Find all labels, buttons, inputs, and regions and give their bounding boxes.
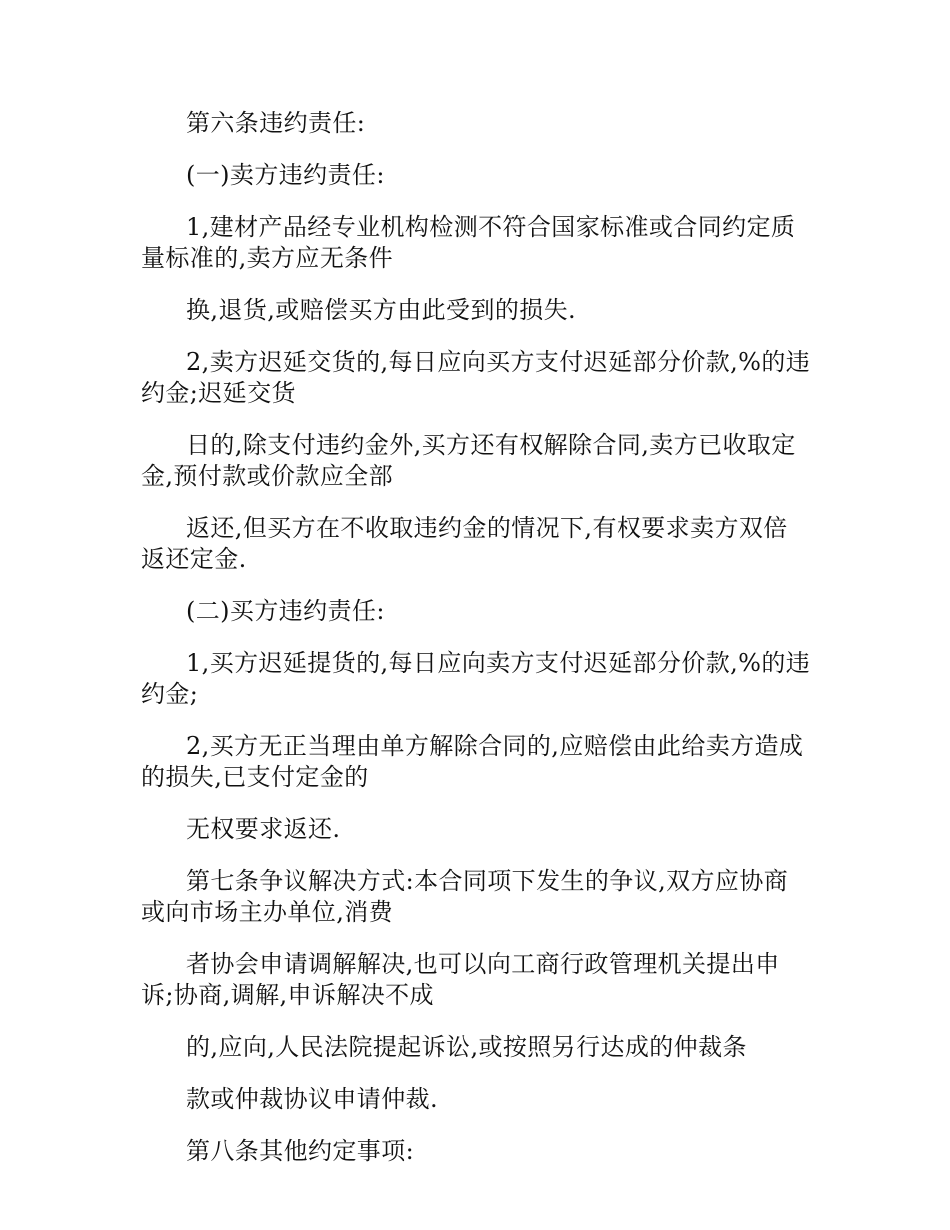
document-body bbox=[141, 108, 811, 1188]
article-8-heading: 第八条其他约定事项: bbox=[186, 1137, 415, 1165]
buyer-clause-2-continued: 无权要求返还. bbox=[186, 815, 341, 843]
article-6-heading: 第六条违约责任: bbox=[186, 109, 366, 137]
seller-liability-heading: (一)卖方违约责任: bbox=[186, 161, 385, 189]
seller-clause-1-continued: 换,退货,或赔偿买方由此受到的损失. bbox=[186, 296, 577, 324]
article-7: 第七条争议解决方式:本合同项下发生的争议,双方应协商或向市场主办单位,消费 bbox=[141, 867, 789, 926]
seller-clause-1: 1,建材产品经专业机构检测不符合国家标准或合同约定质量标准的,卖方应无条件 bbox=[141, 213, 796, 272]
seller-clause-2-end: 返还,但买方在不收取违约金的情况下,有权要求卖方双倍返还定金. bbox=[141, 514, 788, 573]
seller-clause-2-continued: 日的,除支付违约金外,买方还有权解除合同,卖方已收取定金,预付款或价款应全部 bbox=[141, 431, 796, 490]
seller-clause-2: 2,卖方迟延交货的,每日应向买方支付迟延部分价款,%的违约金;迟延交货 bbox=[141, 348, 811, 407]
buyer-clause-1: 1,买方迟延提货的,每日应向卖方支付迟延部分价款,%的违约金; bbox=[141, 649, 811, 708]
article-7-end: 款或仲裁协议申请仲裁. bbox=[186, 1085, 439, 1113]
article-7-continued: 者协会申请调解解决,也可以向工商行政管理机关提出申诉;协商,调解,申诉解决不成 bbox=[141, 950, 780, 1009]
buyer-liability-heading: (二)买方违约责任: bbox=[186, 597, 385, 625]
buyer-clause-2: 2,买方无正当理由单方解除合同的,应赔偿由此给卖方造成的损失,已支付定金的 bbox=[141, 732, 804, 791]
article-7-continued-2: 的,应向,人民法院提起诉讼,或按照另行达成的仲裁条 bbox=[186, 1033, 747, 1061]
